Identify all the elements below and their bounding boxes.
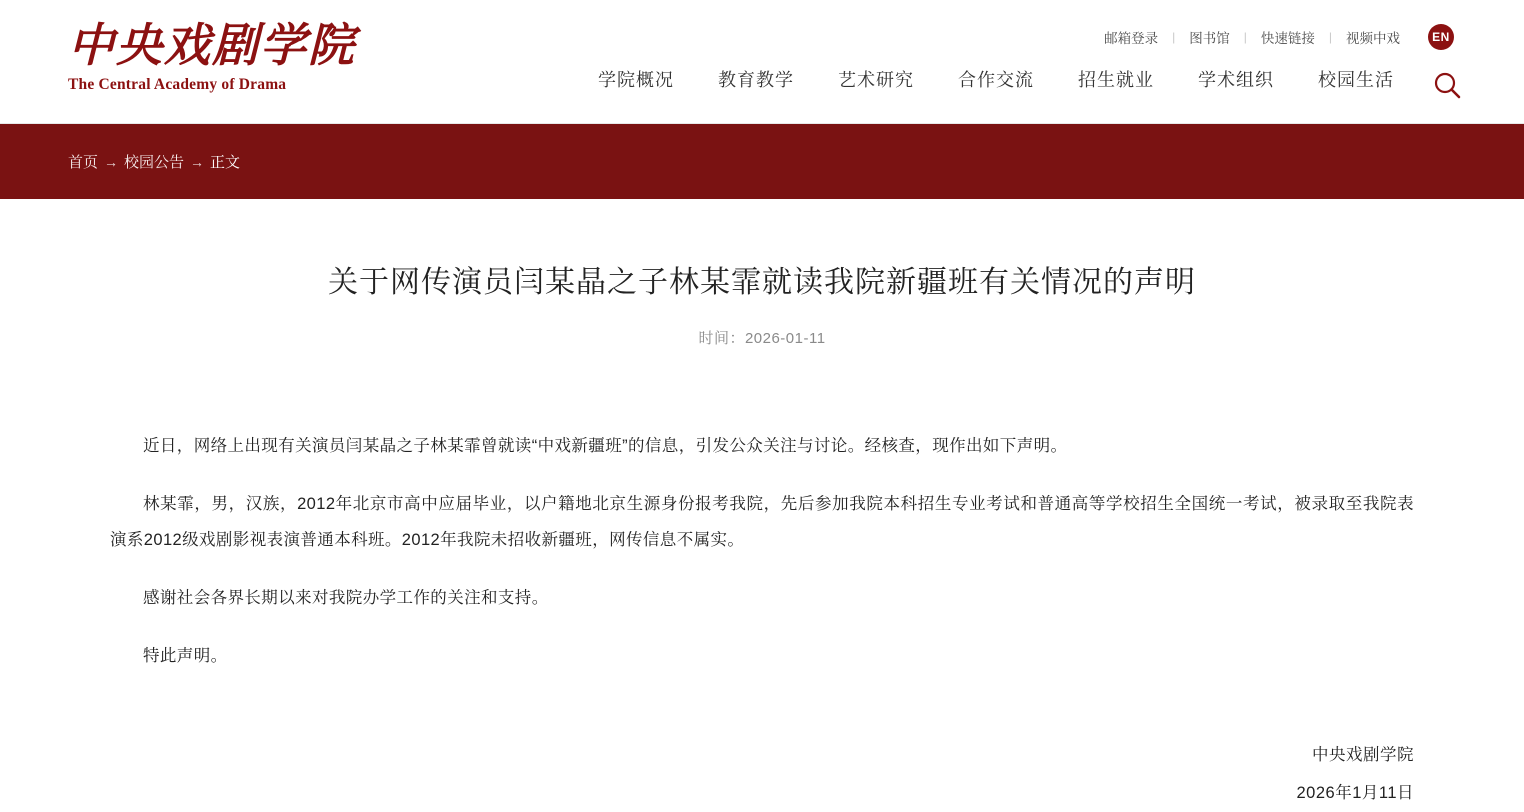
main-navigation — [576, 66, 1416, 92]
signature-date: 2026年1月11日 — [1296, 784, 1414, 802]
top-link-separator: | — [1172, 30, 1176, 44]
nav-item-admissions[interactable]: 招生就业 — [1078, 70, 1154, 90]
article-body — [110, 428, 1414, 674]
site-header — [0, 0, 1524, 124]
breadcrumb-item-current: 正文 — [210, 154, 241, 171]
signature-organization: 中央戏剧学院 — [1312, 746, 1414, 764]
nav-item-overview[interactable]: 学院概况 — [598, 70, 674, 90]
top-link-email-login[interactable]: 邮箱登录 — [1104, 31, 1159, 46]
logo-chinese-text: 中央戏剧学院 — [68, 20, 356, 71]
nav-item-education[interactable]: 教育教学 — [718, 70, 794, 90]
page-title: 关于网传演员闫某晶之子林某霏就读我院新疆班有关情况的声明 — [328, 266, 1196, 299]
nav-item-campus-life[interactable]: 校园生活 — [1318, 70, 1394, 90]
nav-item-academic-orgs[interactable]: 学术组织 — [1198, 70, 1274, 90]
article-publish-time: 时间：2026-01-11 — [698, 330, 826, 347]
top-link-separator: | — [1328, 30, 1332, 44]
nav-item-art-research[interactable]: 艺术研究 — [838, 70, 914, 90]
site-logo[interactable] — [68, 18, 368, 94]
logo-english-text: The Central Academy of Drama — [68, 76, 287, 93]
language-switch-button[interactable]: EN — [1428, 24, 1454, 50]
top-link-library[interactable]: 图书馆 — [1189, 31, 1230, 46]
top-link-video[interactable]: 视频中戏 — [1346, 31, 1400, 46]
top-link-quick-links[interactable]: 快速链接 — [1260, 31, 1315, 46]
breadcrumb-bar — [0, 124, 1524, 199]
breadcrumb-item-announcements[interactable]: 校园公告 — [124, 154, 185, 171]
search-icon[interactable] — [1432, 70, 1462, 100]
article-paragraph: 特此声明。 — [143, 647, 228, 665]
article-paragraph: 林某霏，男，汉族，2012年北京市高中应届毕业，以户籍地北京生源身份报考我院，先后参加我院本科招生专业考试和普通高等学校招生全国统一考试，被录取至我院表演系2012级戏剧影视表演普通本科班。2012年我院未招收新疆班，网传信息不属实。 — [110, 495, 1414, 549]
top-utility-links — [1090, 24, 1454, 50]
article-signature — [110, 736, 1414, 812]
breadcrumb-arrow-icon: → — [104, 153, 119, 170]
breadcrumb-item-home[interactable]: 首页 — [68, 154, 99, 171]
breadcrumb-arrow-icon: → — [190, 153, 205, 170]
article-container — [0, 261, 1524, 812]
breadcrumb — [68, 151, 240, 172]
article-paragraph: 近日，网络上出现有关演员闫某晶之子林某霏曾就读“中戏新疆班”的信息，引发公众关注与讨论。经核查，现作出如下声明。 — [143, 437, 1068, 455]
article-paragraph: 感谢社会各界长期以来对我院办学工作的关注和支持。 — [143, 589, 549, 607]
top-link-separator: | — [1243, 30, 1247, 44]
nav-item-cooperation[interactable]: 合作交流 — [958, 70, 1034, 90]
